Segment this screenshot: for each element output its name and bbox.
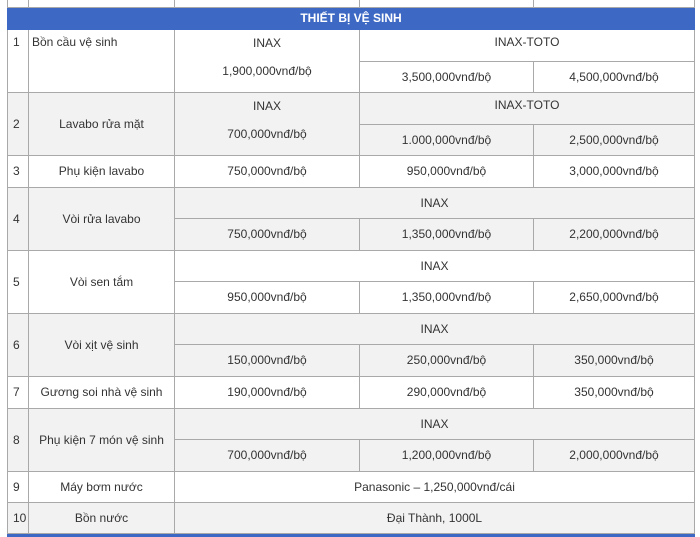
table-row	[8, 188, 695, 219]
brand-label: INAX	[175, 188, 695, 219]
price-value: 350,000vnđ/bộ	[534, 345, 695, 377]
table-cell	[29, 0, 175, 8]
price-value: 2,500,000vnđ/bộ	[534, 125, 695, 156]
table-row	[8, 156, 695, 188]
row-number: 2	[8, 93, 29, 156]
table-row	[8, 30, 695, 62]
row-number: 4	[8, 188, 29, 251]
row-number: 8	[8, 409, 29, 472]
brand-label: INAX	[175, 314, 695, 345]
section-footer-bar	[8, 534, 695, 537]
item-name: Lavabo rửa mặt	[29, 93, 175, 156]
table-row	[8, 472, 695, 503]
row-number: 10	[8, 503, 29, 534]
brand-price-cell	[175, 30, 360, 93]
table-row	[8, 93, 695, 125]
brand-label: INAX-TOTO	[360, 93, 695, 125]
brand-label: INAX	[252, 36, 281, 50]
table-cell	[360, 0, 534, 8]
price-value: 700,000vnđ/bộ	[227, 127, 307, 141]
brand-label: INAX-TOTO	[360, 30, 695, 62]
price-value: 290,000vnđ/bộ	[360, 377, 534, 409]
item-value: Đại Thành, 1000L	[175, 503, 695, 534]
table-row	[8, 409, 695, 440]
section-footer-row	[8, 534, 695, 537]
price-value: 1,900,000vnđ/bộ	[222, 64, 312, 78]
item-value: Panasonic – 1,250,000vnđ/cái	[175, 472, 695, 503]
item-name: Vòi sen tắm	[29, 251, 175, 314]
table-cell	[8, 0, 29, 8]
price-value: 950,000vnđ/bộ	[360, 156, 534, 188]
item-name: Gương soi nhà vệ sinh	[29, 377, 175, 409]
item-name: Bồn cầu vệ sinh	[29, 30, 175, 93]
price-value: 950,000vnđ/bộ	[175, 282, 360, 314]
row-number: 6	[8, 314, 29, 377]
price-value: 2,200,000vnđ/bộ	[534, 219, 695, 251]
price-value: 3,000,000vnđ/bộ	[534, 156, 695, 188]
price-value: 190,000vnđ/bộ	[175, 377, 360, 409]
table-row	[8, 377, 695, 409]
item-name: Máy bơm nước	[29, 472, 175, 503]
price-value: 750,000vnđ/bộ	[175, 156, 360, 188]
table-cell	[534, 0, 695, 8]
price-value: 1.000,000vnđ/bộ	[360, 125, 534, 156]
price-value: 4,500,000vnđ/bộ	[534, 62, 695, 93]
item-name: Phụ kiện 7 món vệ sinh	[29, 409, 175, 472]
row-number: 5	[8, 251, 29, 314]
price-value: 1,350,000vnđ/bộ	[360, 219, 534, 251]
price-value: 750,000vnđ/bộ	[175, 219, 360, 251]
item-name: Bồn nước	[29, 503, 175, 534]
price-value: 1,200,000vnđ/bộ	[360, 440, 534, 472]
price-value: 350,000vnđ/bộ	[534, 377, 695, 409]
row-number: 9	[8, 472, 29, 503]
table-row	[8, 251, 695, 282]
price-value: 3,500,000vnđ/bộ	[360, 62, 534, 93]
price-value: 250,000vnđ/bộ	[360, 345, 534, 377]
row-number: 7	[8, 377, 29, 409]
brand-label: INAX	[252, 99, 281, 113]
brand-label: INAX	[175, 409, 695, 440]
price-value: 1,350,000vnđ/bộ	[360, 282, 534, 314]
table-cell	[175, 0, 360, 8]
price-value: 2,000,000vnđ/bộ	[534, 440, 695, 472]
brand-price-cell	[175, 93, 360, 156]
section-header: THIẾT BỊ VỆ SINH	[8, 8, 695, 30]
top-partial-row	[8, 0, 695, 8]
item-name: Vòi xịt vệ sinh	[29, 314, 175, 377]
price-value: 150,000vnđ/bộ	[175, 345, 360, 377]
table-row	[8, 314, 695, 345]
section-header-row	[8, 8, 695, 30]
table-row	[8, 503, 695, 534]
price-value: 700,000vnđ/bộ	[175, 440, 360, 472]
row-number: 1	[8, 30, 29, 93]
price-table	[7, 0, 695, 537]
item-name: Vòi rửa lavabo	[29, 188, 175, 251]
price-value: 2,650,000vnđ/bộ	[534, 282, 695, 314]
brand-label: INAX	[175, 251, 695, 282]
item-name: Phụ kiện lavabo	[29, 156, 175, 188]
row-number: 3	[8, 156, 29, 188]
